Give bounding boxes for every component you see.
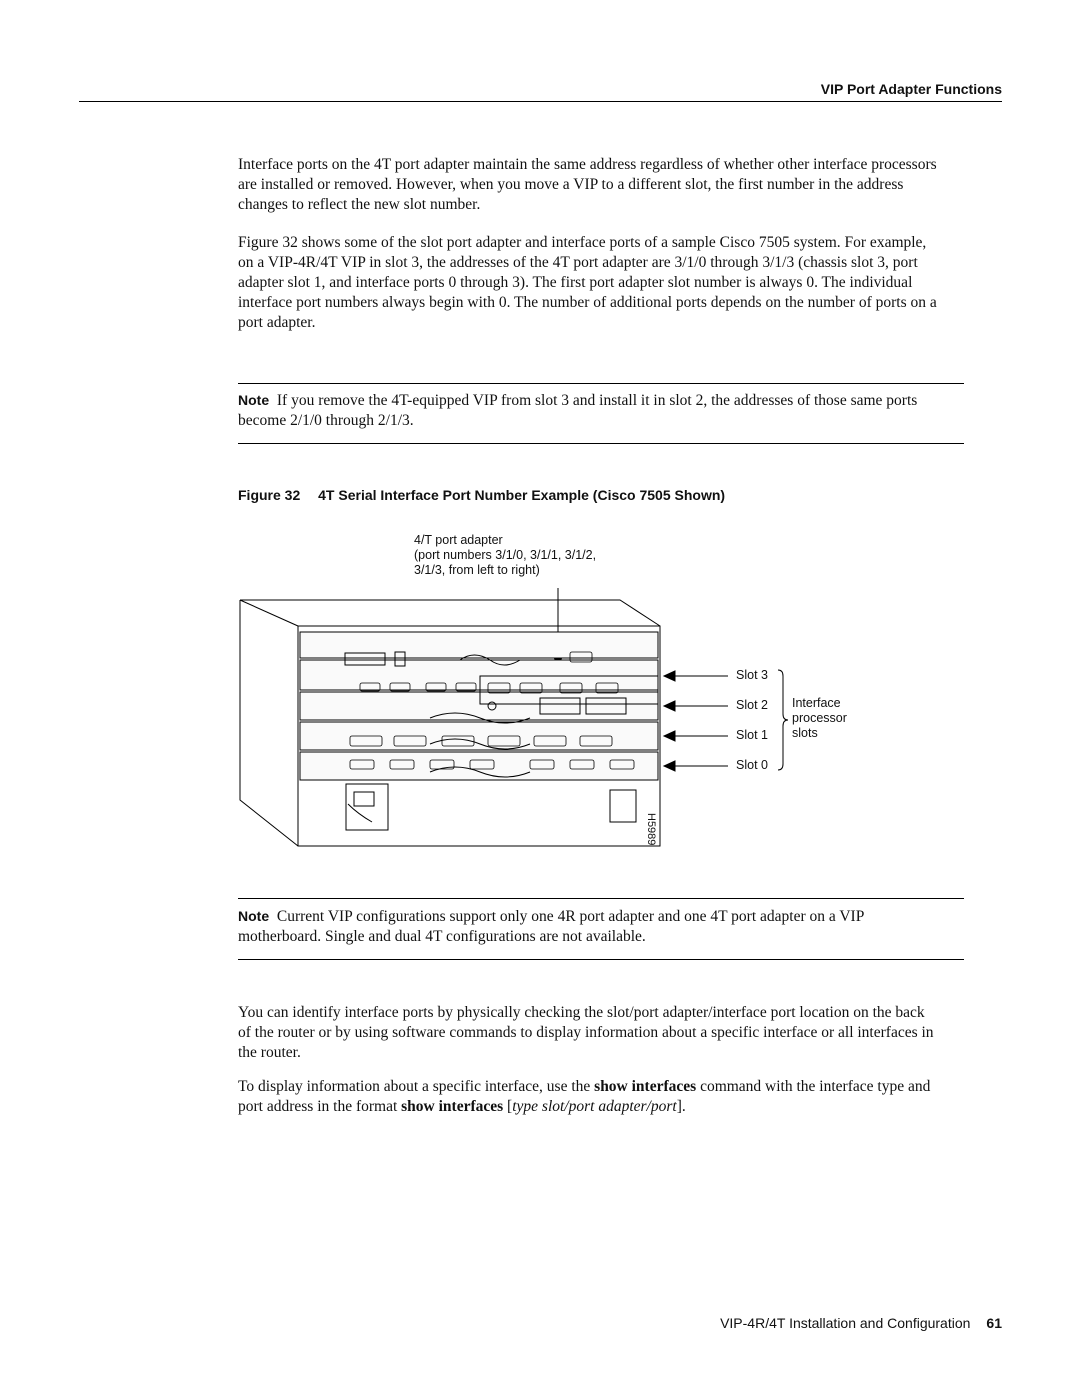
paragraph-identify-ports: You can identify interface ports by physically checking the slot/port adapter/interface port location on the back of the router or by using software commands to display information about a specific interface or all interfaces in the router. — [238, 1004, 934, 1061]
note-bottom-rule — [238, 959, 964, 960]
header-rule — [79, 101, 1002, 102]
figure-caption — [238, 487, 725, 503]
group-label-line: Interface — [792, 696, 841, 710]
paragraph-figure-description: Figure 32 shows some of the slot port adapter and interface ports of a sample Cisco 7505 system. For example, on a VIP-4R/4T VIP in slot 3, the addresses of the 4T port adapter are 3/1/0 through 3/1/3 (chassis slot 3, port adapter slot 1, and interface ports 0 through 3). The first port adapter slot number is always 0. The individual interface port numbers always begin with 0. The number of additional ports depends on the number of ports on a port adapter. — [238, 234, 937, 331]
slot-3-label: Slot 3 — [736, 668, 768, 682]
figure-id: H5989 — [645, 813, 657, 846]
figure-title: 4T Serial Interface Port Number Example (Cisco 7505 Shown) — [318, 487, 726, 503]
footer-doc-title: VIP-4R/4T Installation and Configuration — [720, 1315, 971, 1331]
note-top-rule — [238, 898, 964, 899]
command-argument: type slot/port adapter/port — [512, 1098, 677, 1115]
note-label: Note — [238, 392, 270, 408]
note-vip-configurations — [238, 906, 938, 947]
group-label-line: slots — [792, 726, 818, 740]
text-run: ]. — [676, 1098, 686, 1115]
page-footer — [720, 1315, 1002, 1331]
chassis-illustration — [230, 528, 870, 858]
paragraph-show-interfaces — [238, 1077, 938, 1117]
note-text: Current VIP configurations support only one 4R port adapter and one 4T port adapter on a VIP motherboard. Single and dual 4T configurations are not available. — [238, 908, 864, 945]
note-label: Note — [238, 908, 270, 924]
command-text: show interfaces — [594, 1078, 697, 1095]
note-text: If you remove the 4T-equipped VIP from slot 3 and install it in slot 2, the addresses of those same ports become 2/1/0 through 2/1/3. — [238, 392, 918, 429]
callout-line: 4/T port adapter — [414, 533, 503, 547]
note-move-vip — [238, 390, 938, 431]
figure-number: Figure 32 — [238, 487, 301, 503]
note-top-rule — [238, 383, 964, 384]
callout-line: (port numbers 3/1/0, 3/1/1, 3/1/2, — [414, 548, 597, 562]
note-bottom-rule — [238, 443, 964, 444]
page-number: 61 — [986, 1315, 1002, 1331]
text-run: [ — [503, 1098, 513, 1115]
group-label-line: processor — [792, 711, 847, 725]
slot-1-label: Slot 1 — [736, 728, 768, 742]
paragraph-slot-addressing: Interface ports on the 4T port adapter maintain the same address regardless of whether other interface processors are installed or removed. However, when you move a VIP to a different slot, the first number in the address changes to reflect the new slot number. — [238, 156, 937, 213]
slot-2-label: Slot 2 — [736, 698, 768, 712]
slot-0-label: Slot 0 — [736, 758, 768, 772]
interface-processor-slots-label — [792, 696, 847, 741]
command-text: show interfaces — [401, 1098, 504, 1115]
text-run: To display information about a specific interface, use the — [238, 1078, 595, 1095]
text-run: command with the interface type and port address in the format — [238, 1078, 931, 1115]
router-chassis-figure — [230, 528, 870, 858]
running-header: VIP Port Adapter Functions — [820, 81, 1002, 97]
callout-line: 3/1/3, from left to right) — [414, 563, 540, 577]
